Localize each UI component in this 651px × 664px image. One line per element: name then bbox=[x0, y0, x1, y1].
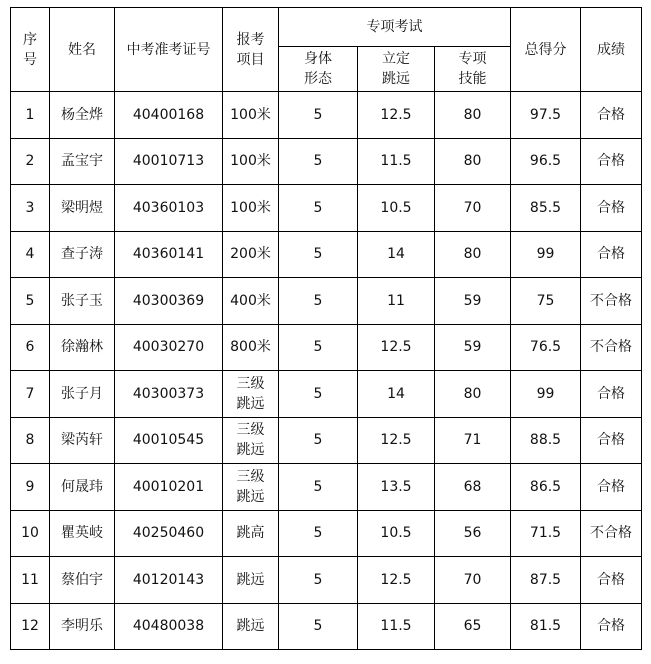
cell-standing-jump: 11.5 bbox=[358, 603, 435, 650]
cell-standing-jump: 14 bbox=[358, 231, 435, 278]
cell-total: 87.5 bbox=[511, 557, 581, 604]
cell-body-form: 5 bbox=[279, 231, 358, 278]
table-row bbox=[11, 371, 642, 418]
header-body-form: 身体 形态 bbox=[279, 47, 358, 92]
table-row bbox=[11, 231, 642, 278]
cell-total: 86.5 bbox=[511, 464, 581, 511]
cell-event: 跳远 bbox=[223, 603, 279, 650]
table-row bbox=[11, 185, 642, 232]
cell-standing-jump: 13.5 bbox=[358, 464, 435, 511]
cell-standing-jump: 12.5 bbox=[358, 557, 435, 604]
table-row bbox=[11, 138, 642, 185]
cell-standing-jump: 11.5 bbox=[358, 138, 435, 185]
cell-exam-id: 40250460 bbox=[115, 510, 223, 557]
cell-result: 合格 bbox=[581, 557, 642, 604]
cell-body-form: 5 bbox=[279, 557, 358, 604]
cell-exam-id: 40480038 bbox=[115, 603, 223, 650]
cell-seq: 9 bbox=[11, 464, 50, 511]
cell-seq: 8 bbox=[11, 417, 50, 464]
cell-event: 100米 bbox=[223, 185, 279, 232]
cell-name: 瞿英岐 bbox=[50, 510, 115, 557]
cell-result: 合格 bbox=[581, 231, 642, 278]
cell-event: 跳高 bbox=[223, 510, 279, 557]
cell-result: 合格 bbox=[581, 603, 642, 650]
cell-body-form: 5 bbox=[279, 603, 358, 650]
cell-body-form: 5 bbox=[279, 510, 358, 557]
cell-exam-id: 40030270 bbox=[115, 324, 223, 371]
cell-body-form: 5 bbox=[279, 417, 358, 464]
header-result: 成绩 bbox=[581, 8, 642, 92]
header-standing-jump: 立定 跳远 bbox=[358, 47, 435, 92]
table-row bbox=[11, 510, 642, 557]
cell-result: 不合格 bbox=[581, 510, 642, 557]
table-row bbox=[11, 92, 642, 139]
table-row bbox=[11, 278, 642, 325]
cell-event: 200米 bbox=[223, 231, 279, 278]
cell-seq: 5 bbox=[11, 278, 50, 325]
cell-standing-jump: 11 bbox=[358, 278, 435, 325]
cell-special-skill: 70 bbox=[435, 557, 511, 604]
cell-name: 徐瀚林 bbox=[50, 324, 115, 371]
header-special-exam: 专项考试 bbox=[279, 8, 511, 47]
cell-exam-id: 40010201 bbox=[115, 464, 223, 511]
cell-special-skill: 56 bbox=[435, 510, 511, 557]
cell-body-form: 5 bbox=[279, 464, 358, 511]
cell-total: 96.5 bbox=[511, 138, 581, 185]
cell-seq: 6 bbox=[11, 324, 50, 371]
cell-standing-jump: 12.5 bbox=[358, 417, 435, 464]
cell-seq: 7 bbox=[11, 371, 50, 418]
header-exam-id: 中考准考证号 bbox=[115, 8, 223, 92]
cell-seq: 10 bbox=[11, 510, 50, 557]
cell-result: 不合格 bbox=[581, 324, 642, 371]
header-name: 姓名 bbox=[50, 8, 115, 92]
header-row bbox=[11, 8, 642, 47]
table-row bbox=[11, 417, 642, 464]
cell-special-skill: 80 bbox=[435, 371, 511, 418]
cell-standing-jump: 12.5 bbox=[358, 92, 435, 139]
cell-name: 梁明煜 bbox=[50, 185, 115, 232]
cell-body-form: 5 bbox=[279, 278, 358, 325]
cell-special-skill: 80 bbox=[435, 92, 511, 139]
header-event: 报考 项目 bbox=[223, 8, 279, 92]
cell-name: 蔡伯宇 bbox=[50, 557, 115, 604]
table-row bbox=[11, 557, 642, 604]
cell-event: 三级 跳远 bbox=[223, 464, 279, 511]
table-row bbox=[11, 324, 642, 371]
cell-result: 合格 bbox=[581, 371, 642, 418]
cell-name: 孟宝宇 bbox=[50, 138, 115, 185]
cell-standing-jump: 12.5 bbox=[358, 324, 435, 371]
cell-event: 100米 bbox=[223, 92, 279, 139]
cell-name: 张子月 bbox=[50, 371, 115, 418]
cell-special-skill: 59 bbox=[435, 324, 511, 371]
score-table bbox=[10, 7, 642, 650]
header-seq: 序 号 bbox=[11, 8, 50, 92]
table-row bbox=[11, 603, 642, 650]
cell-exam-id: 40360141 bbox=[115, 231, 223, 278]
cell-result: 合格 bbox=[581, 417, 642, 464]
cell-seq: 1 bbox=[11, 92, 50, 139]
cell-name: 查子涛 bbox=[50, 231, 115, 278]
cell-name: 何晟玮 bbox=[50, 464, 115, 511]
header-total: 总得分 bbox=[511, 8, 581, 92]
cell-total: 85.5 bbox=[511, 185, 581, 232]
cell-body-form: 5 bbox=[279, 185, 358, 232]
cell-special-skill: 59 bbox=[435, 278, 511, 325]
cell-total: 97.5 bbox=[511, 92, 581, 139]
cell-event: 三级 跳远 bbox=[223, 371, 279, 418]
cell-exam-id: 40010545 bbox=[115, 417, 223, 464]
cell-body-form: 5 bbox=[279, 138, 358, 185]
cell-exam-id: 40010713 bbox=[115, 138, 223, 185]
cell-result: 合格 bbox=[581, 464, 642, 511]
cell-total: 99 bbox=[511, 371, 581, 418]
cell-total: 88.5 bbox=[511, 417, 581, 464]
cell-total: 81.5 bbox=[511, 603, 581, 650]
cell-exam-id: 40300369 bbox=[115, 278, 223, 325]
cell-exam-id: 40400168 bbox=[115, 92, 223, 139]
cell-exam-id: 40120143 bbox=[115, 557, 223, 604]
cell-result: 合格 bbox=[581, 185, 642, 232]
cell-name: 梁芮轩 bbox=[50, 417, 115, 464]
table-row bbox=[11, 464, 642, 511]
cell-seq: 4 bbox=[11, 231, 50, 278]
cell-special-skill: 80 bbox=[435, 231, 511, 278]
header-special-skill: 专项 技能 bbox=[435, 47, 511, 92]
cell-special-skill: 71 bbox=[435, 417, 511, 464]
cell-seq: 3 bbox=[11, 185, 50, 232]
cell-seq: 12 bbox=[11, 603, 50, 650]
cell-event: 三级 跳远 bbox=[223, 417, 279, 464]
cell-event: 跳远 bbox=[223, 557, 279, 604]
cell-total: 76.5 bbox=[511, 324, 581, 371]
cell-result: 合格 bbox=[581, 92, 642, 139]
cell-standing-jump: 10.5 bbox=[358, 185, 435, 232]
cell-event: 800米 bbox=[223, 324, 279, 371]
cell-name: 李明乐 bbox=[50, 603, 115, 650]
cell-standing-jump: 10.5 bbox=[358, 510, 435, 557]
cell-result: 不合格 bbox=[581, 278, 642, 325]
cell-seq: 11 bbox=[11, 557, 50, 604]
cell-name: 张子玉 bbox=[50, 278, 115, 325]
cell-total: 75 bbox=[511, 278, 581, 325]
cell-name: 杨全烨 bbox=[50, 92, 115, 139]
cell-body-form: 5 bbox=[279, 92, 358, 139]
cell-event: 100米 bbox=[223, 138, 279, 185]
cell-special-skill: 70 bbox=[435, 185, 511, 232]
cell-total: 71.5 bbox=[511, 510, 581, 557]
cell-body-form: 5 bbox=[279, 371, 358, 418]
cell-special-skill: 68 bbox=[435, 464, 511, 511]
cell-seq: 2 bbox=[11, 138, 50, 185]
cell-exam-id: 40300373 bbox=[115, 371, 223, 418]
cell-body-form: 5 bbox=[279, 324, 358, 371]
cell-standing-jump: 14 bbox=[358, 371, 435, 418]
cell-special-skill: 65 bbox=[435, 603, 511, 650]
cell-special-skill: 80 bbox=[435, 138, 511, 185]
cell-exam-id: 40360103 bbox=[115, 185, 223, 232]
cell-result: 合格 bbox=[581, 138, 642, 185]
cell-total: 99 bbox=[511, 231, 581, 278]
cell-event: 400米 bbox=[223, 278, 279, 325]
